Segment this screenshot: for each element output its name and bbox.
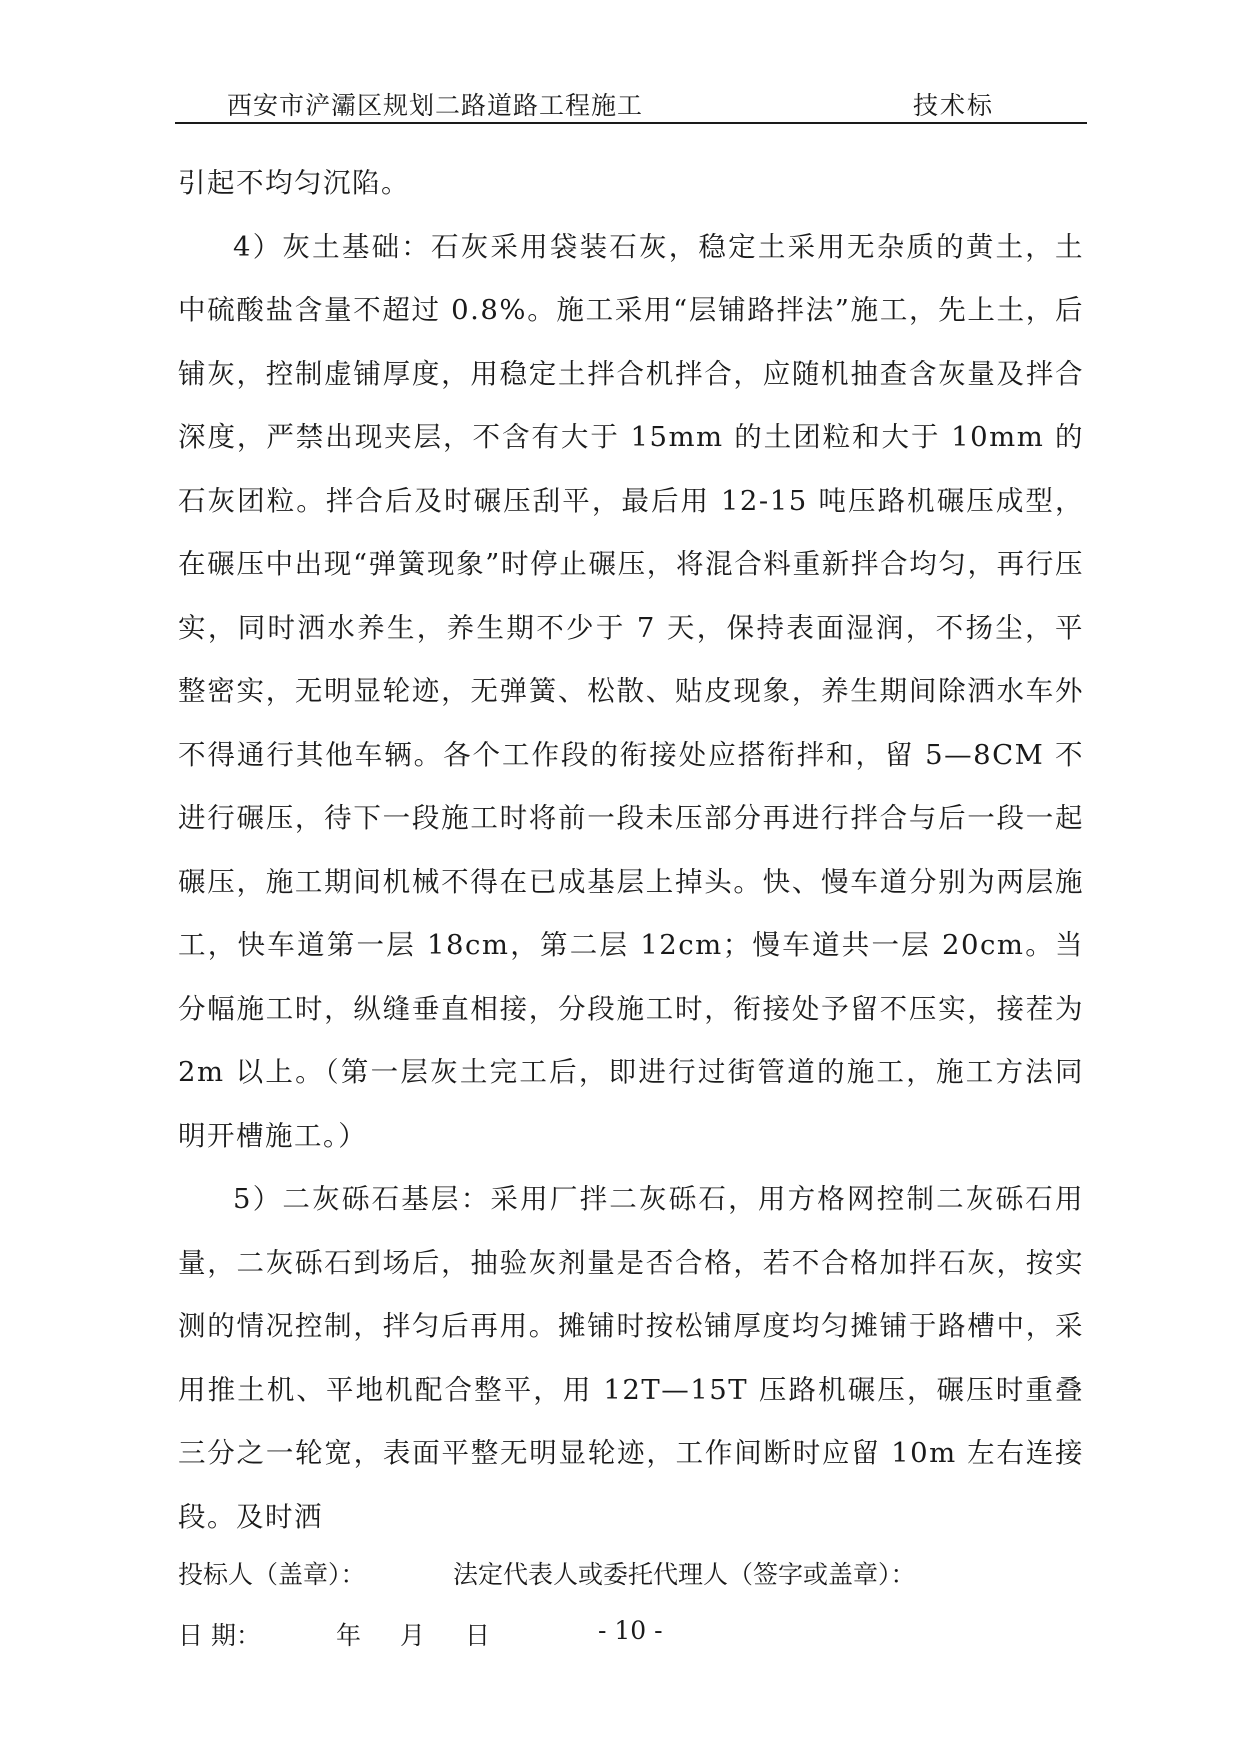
date-label: 日 期： bbox=[178, 1621, 261, 1650]
page-number: - 10 - bbox=[598, 1616, 663, 1645]
header-title: 西安市浐灞区规划二路道路工程施工 bbox=[227, 91, 644, 120]
header-divider bbox=[175, 122, 1087, 124]
header-tag: 技术标 bbox=[913, 91, 995, 120]
date-month-label: 月 bbox=[400, 1621, 426, 1650]
page-header bbox=[175, 82, 1087, 122]
bidder-seal-label: 投标人（盖章）： bbox=[178, 1560, 366, 1589]
representative-signature-label: 法定代表人或委托代理人（签字或盖章）： bbox=[453, 1560, 916, 1589]
paragraph-lime-soil-foundation: 4）灰土基础：石灰采用袋装石灰，稳定土采用无杂质的黄土，土中硫酸盐含量不超过 0.8%。施工采用“层铺路拌法”施工，先上土，后铺灰，控制虚铺厚度，用稳定土拌合机拌合，应随机抽查含灰量及拌合深度，严禁出现夹层，不含有大于 15mm 的土团粒和大于 10mm 的石灰团粒。拌合后及时碾压刮平，最后用 12-15 吨压路机碾压成型，在碾压中出现“弹簧现象”时停止碾压，将混合料重新拌合均匀，再行压实，同时洒水养生，养生期不少于 7 天，保持表面湿润，不扬尘，平整密实，无明显轮迹，无弹簧、松散、贴皮现象，养生期间除洒水车外不得通行其他车辆。各个工作段的衔接处应搭衔拌和，留 5—8CM 不进行碾压，待下一段施工时将前一段未压部分再进行拌合与后一段一起碾压，施工期间机械不得在已成基层上掉头。快、慢车道分别为两层施工，快车道第一层 18cm，第二层 12cm；慢车道共一层 20cm。当分幅施工时，纵缝垂直相接，分段施工时，衔接处予留不压实，接茬为 2m 以上。（第一层灰土完工后，即进行过街管道的施工，施工方法同明开槽施工。） bbox=[178, 230, 1084, 1152]
date-year-label: 年 bbox=[336, 1621, 362, 1650]
date-day-label: 日 bbox=[465, 1621, 491, 1650]
paragraph-lime-fly-ash-gravel-base: 5）二灰砾石基层：采用厂拌二灰砾石，用方格网控制二灰砾石用量，二灰砾石到场后，抽验灰剂量是否合格，若不合格加拌石灰，按实测的情况控制，拌匀后再用。摊铺时按松铺厚度均匀摊铺于路槽中，采用推土机、平地机配合整平，用 12T—15T 压路机碾压，碾压时重叠三分之一轮宽，表面平整无明显轮迹，工作间断时应留 10m 左右连接段。及时洒 bbox=[178, 1183, 1084, 1533]
document-body bbox=[178, 152, 1084, 1549]
paragraph-continuation: 引起不均匀沉陷。 bbox=[178, 167, 410, 199]
